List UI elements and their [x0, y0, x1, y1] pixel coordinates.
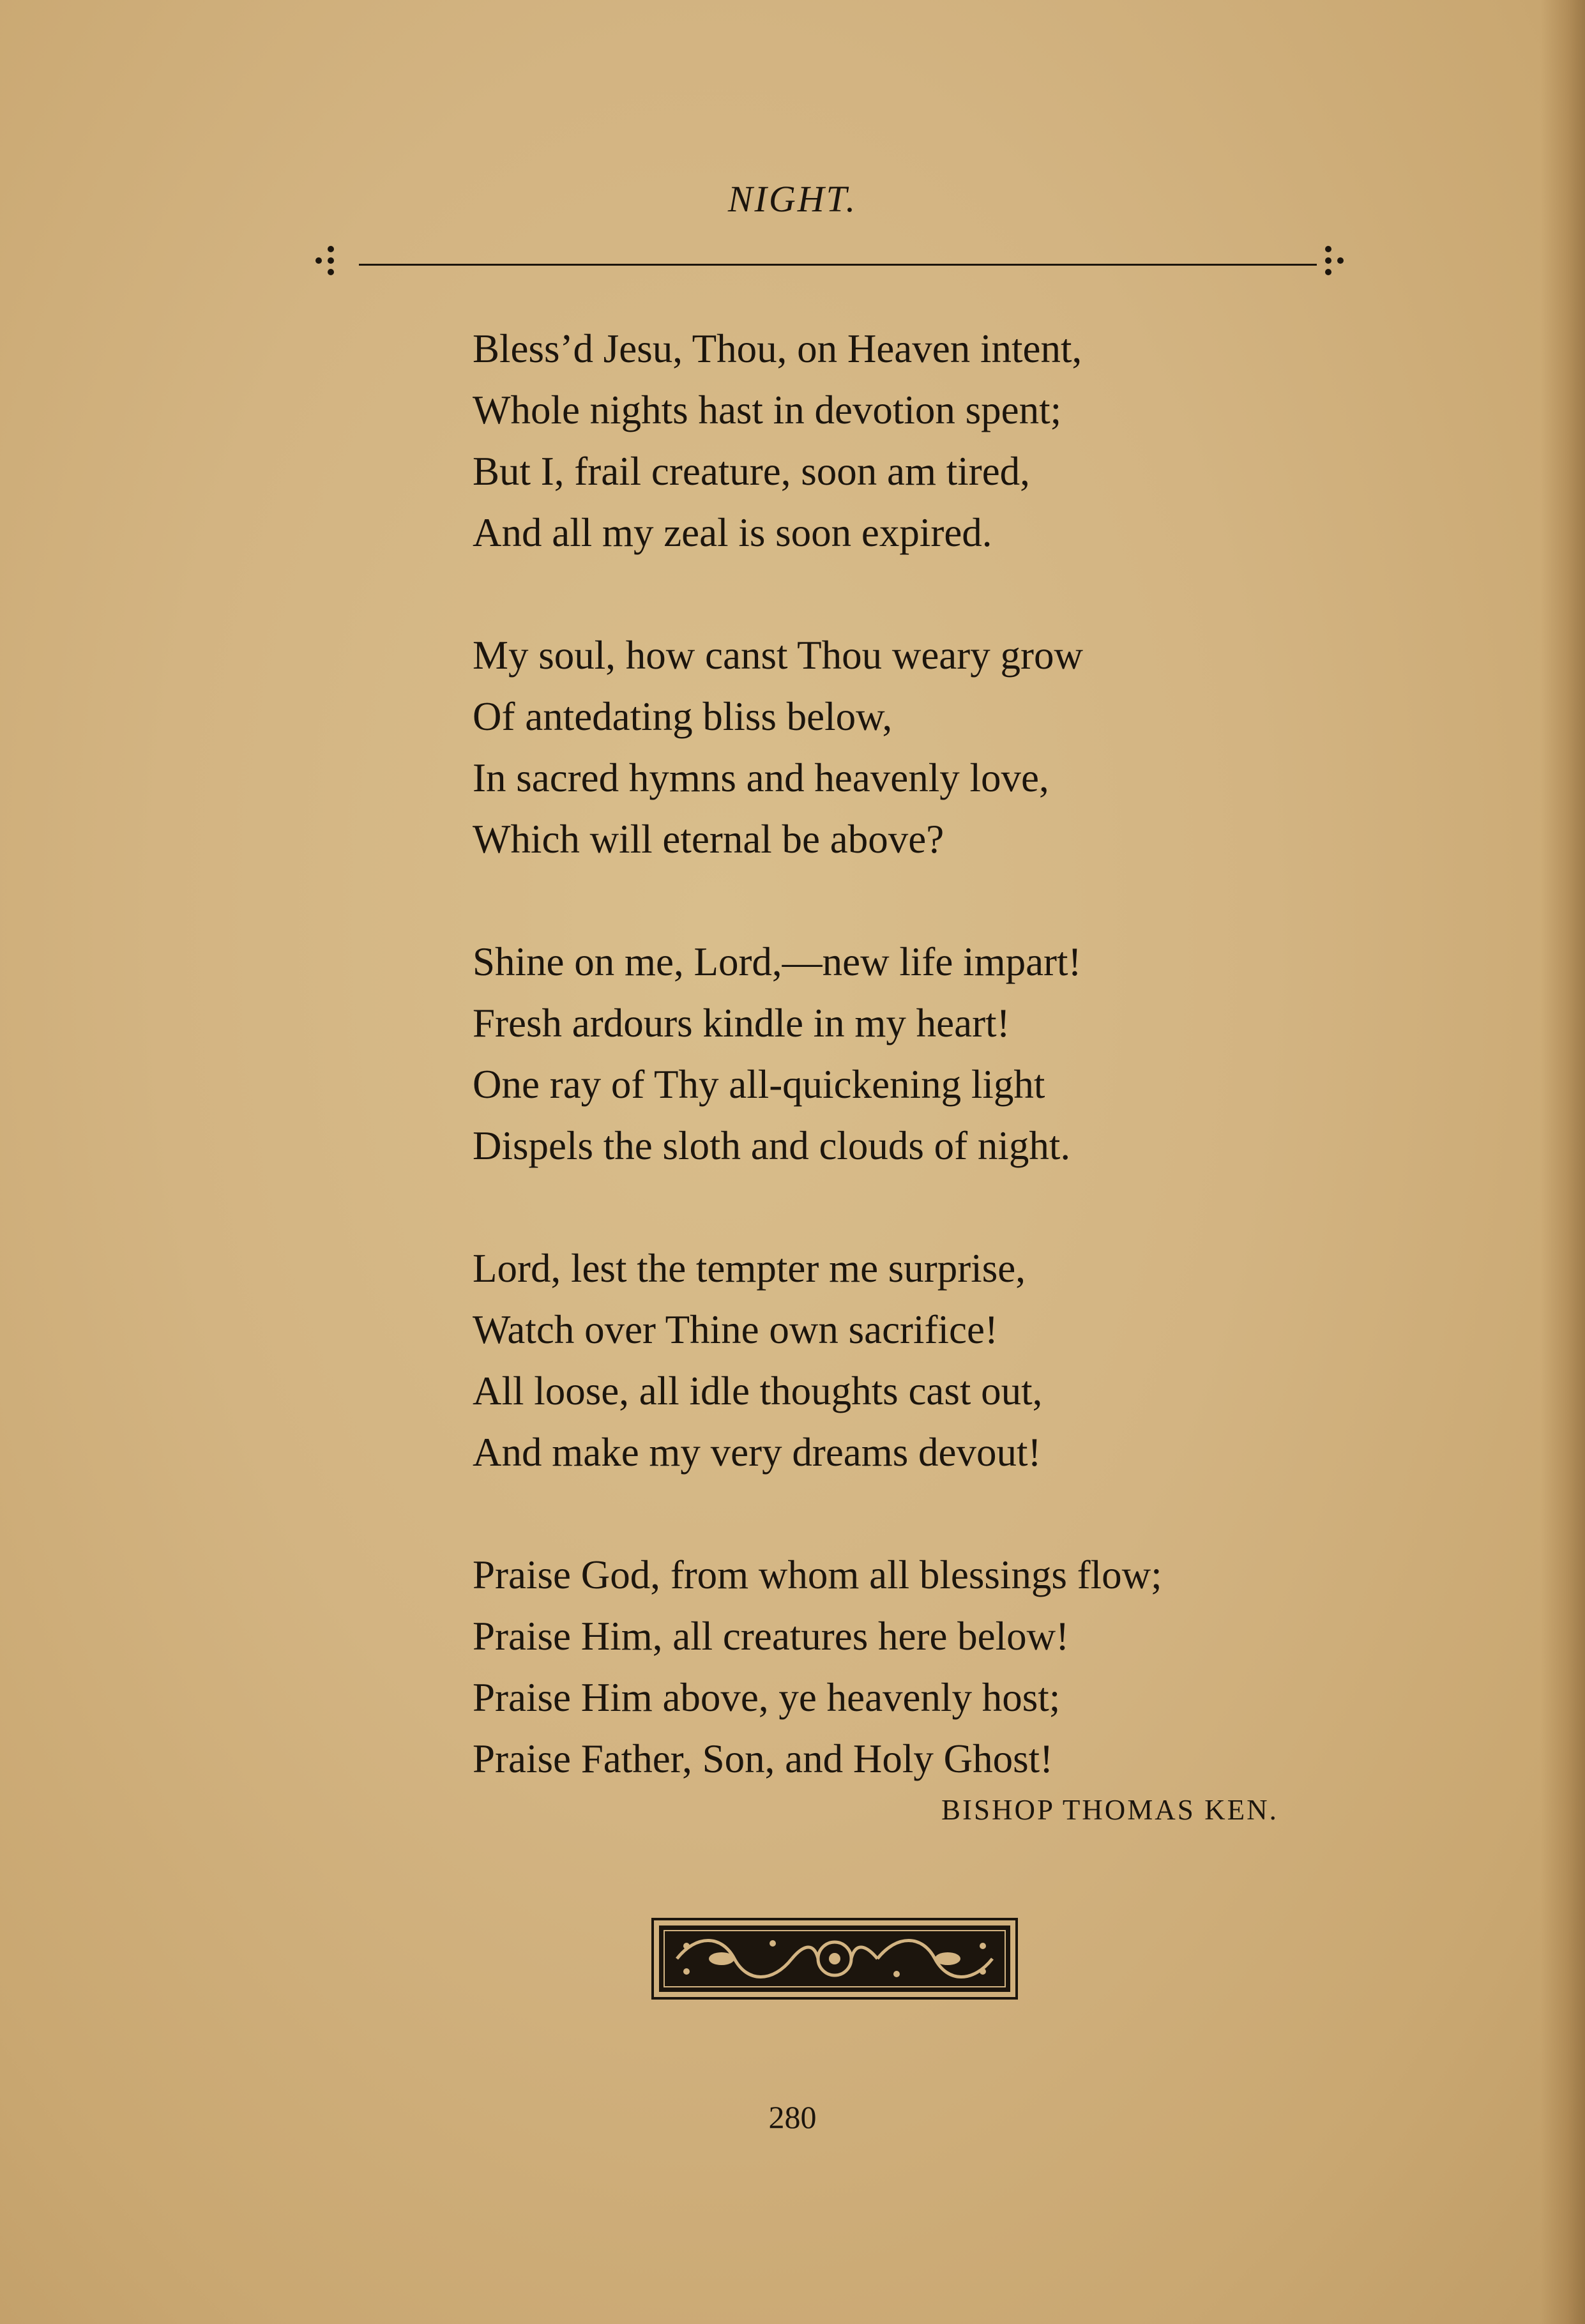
poem-line: One ray of Thy all-quickening light — [473, 1062, 1045, 1107]
header-rule — [359, 264, 1317, 266]
tailpiece-ornament-icon — [651, 1918, 1018, 2000]
poem-line: And all my zeal is soon expired. — [473, 510, 992, 555]
dot-ornament-right — [1321, 243, 1346, 287]
poem-line: But I, frail creature, soon am tired, — [473, 449, 1030, 494]
poem-line: Dispels the sloth and clouds of night. — [473, 1123, 1071, 1168]
stanza — [473, 318, 1303, 563]
poem-body — [473, 318, 1303, 1851]
poem-line: Lord, lest the tempter me surprise, — [473, 1246, 1026, 1291]
poem-line: In sacred hymns and heavenly love, — [473, 756, 1049, 800]
poem-line: Whole nights hast in devotion spent; — [473, 388, 1062, 432]
poem-line: Bless’d Jesu, Thou, on Heaven intent, — [473, 326, 1082, 371]
stanza — [473, 1238, 1303, 1483]
poem-line: Praise Father, Son, and Holy Ghost! — [473, 1736, 1054, 1781]
stanza — [473, 625, 1303, 870]
poem-line: Of antedating bliss below, — [473, 694, 893, 739]
attribution: BISHOP THOMAS KEN. — [941, 1794, 1278, 1826]
poem-line: Watch over Thine own sacrifice! — [473, 1307, 998, 1352]
stanza — [473, 1544, 1303, 1789]
page-number: 280 — [768, 2099, 817, 2135]
poem-line: Shine on me, Lord,—new life impart! — [473, 939, 1082, 984]
stanza — [473, 931, 1303, 1176]
poem-line: Fresh ardours kindle in my heart! — [473, 1001, 1010, 1045]
page-edge-shadow — [1540, 0, 1585, 2324]
dot-ornament-left — [313, 243, 338, 287]
poem-line: And make my very dreams devout! — [473, 1430, 1042, 1475]
poem-line: All loose, all idle thoughts cast out, — [473, 1369, 1043, 1413]
poem-line: Praise God, from whom all blessings flow; — [473, 1553, 1162, 1597]
poem-line: Which will eternal be above? — [473, 817, 944, 862]
poem-line: Praise Him above, ye heavenly host; — [473, 1675, 1061, 1720]
running-head: NIGHT. — [727, 178, 858, 220]
poem-line: My soul, how canst Thou weary grow — [473, 633, 1083, 678]
poem-line: Praise Him, all creatures here below! — [473, 1614, 1070, 1659]
